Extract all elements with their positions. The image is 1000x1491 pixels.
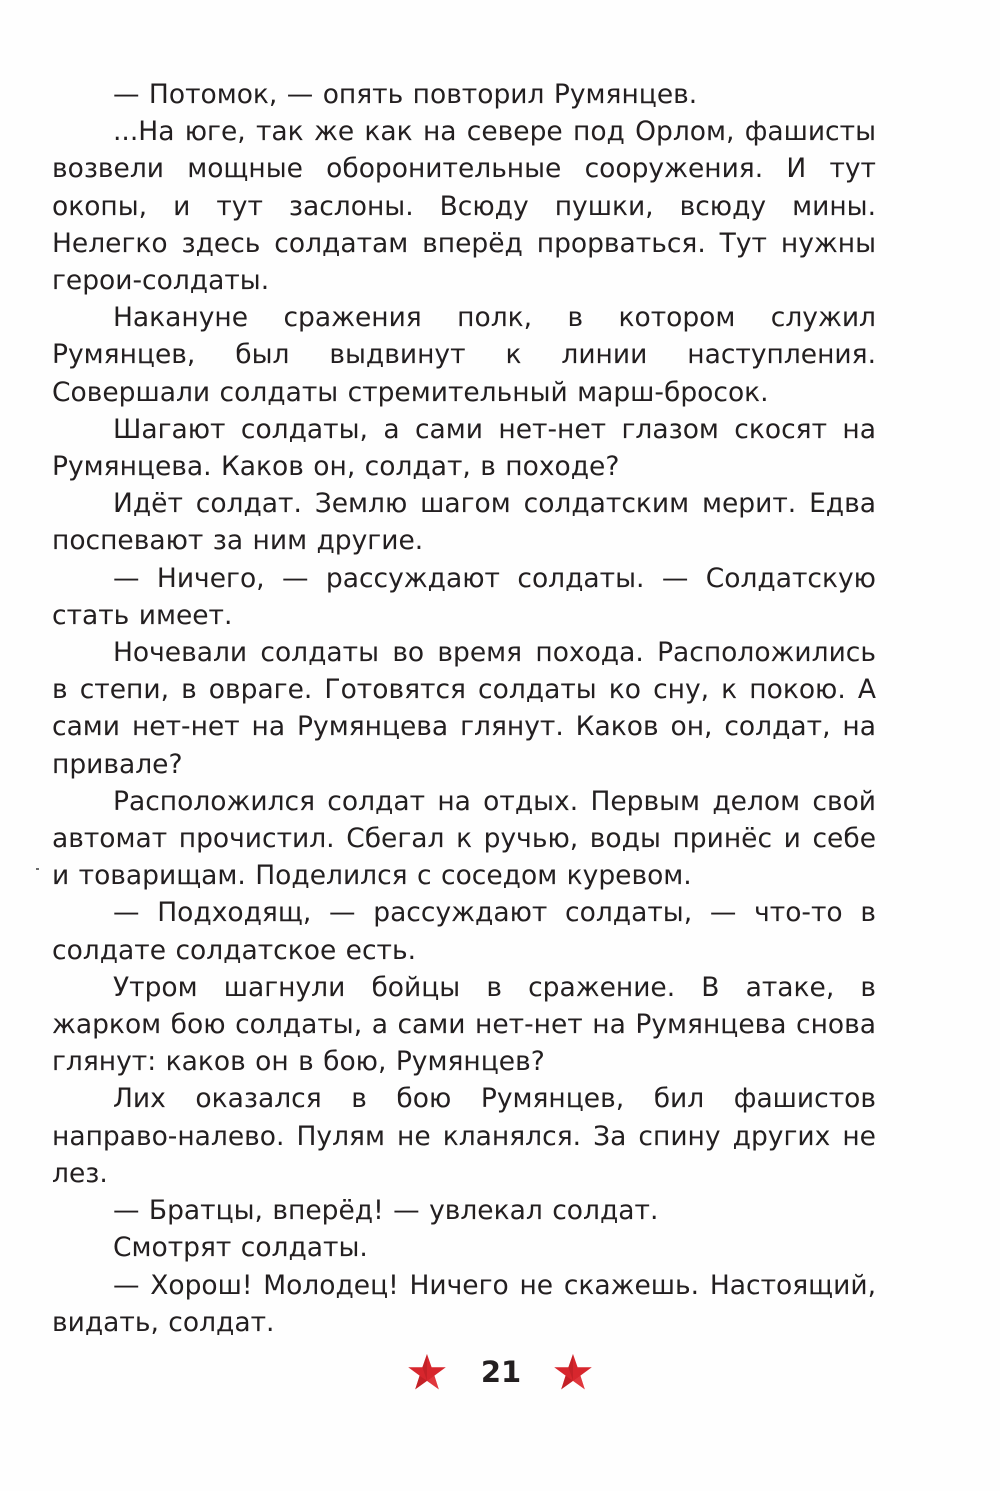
paragraph: Расположился солдат на отдых. Первым делом свой автомат прочистил. Сбегал к ручью, воды принёс и себе и товарищам. Поделился с соседом куревом. <box>52 785 876 892</box>
paragraph: — Братцы, вперёд! — увлекал солдат. <box>113 1195 659 1227</box>
paragraph: Утром шагнули бойцы в сражение. В атаке, в жарком бою солдаты, а сами нет-нет на Румянцева снова глянут: каков он в бою, Румянцев? <box>52 971 876 1078</box>
paragraph: ...На юге, так же как на севере под Орлом, фашисты возвели мощные оборонительные сооружения. И тут окопы, и тут заслоны. Всюду пушки, всюду мины. Нелегко здесь солдатам вперёд прорваться. Тут нужны герои-солдаты. <box>52 116 876 297</box>
paragraph: Идёт солдат. Землю шагом солдатским мерит. Едва поспевают за ним другие. <box>52 488 876 557</box>
scan-speck <box>36 868 39 870</box>
paragraph: — Подходящ, — рассуждают солдаты, — что-то в солдате солдатское есть. <box>52 897 876 966</box>
paragraph: — Потомок, — опять повторил Румянцев. <box>113 79 698 110</box>
text-column <box>52 76 876 1341</box>
paragraph: Лих оказался в бою Румянцев, бил фашистов направо-налево. Пулям не кланялся. За спину других не лез. <box>52 1083 876 1189</box>
page-footer <box>0 1347 1000 1397</box>
paragraph: Шагают солдаты, а сами нет-нет глазом скосят на Румянцева. Каков он, солдат, в походе? <box>52 413 876 483</box>
paragraph: — Хорош! Молодец! Ничего не скажешь. Настоящий, видать, солдат. <box>52 1269 876 1338</box>
paragraph: — Ничего, — рассуждают солдаты. — Солдатскую стать имеет. <box>52 562 876 631</box>
paragraph: Смотрят солдаты. <box>113 1232 368 1264</box>
page-number: 21 <box>480 1355 522 1389</box>
paragraph: Накануне сражения полк, в котором служил Румянцев, был выдвинут к линии наступления. Совершали солдаты стремительный марш-бросок. <box>52 302 876 408</box>
red-star-icon <box>553 1353 593 1391</box>
red-star-icon <box>407 1353 447 1391</box>
paragraph: Ночевали солдаты во время похода. Расположились в степи, в овраге. Готовятся солдаты ко сну, к покою. А сами нет-нет на Румянцева глянут. Каков он, солдат, на привале? <box>52 637 876 780</box>
